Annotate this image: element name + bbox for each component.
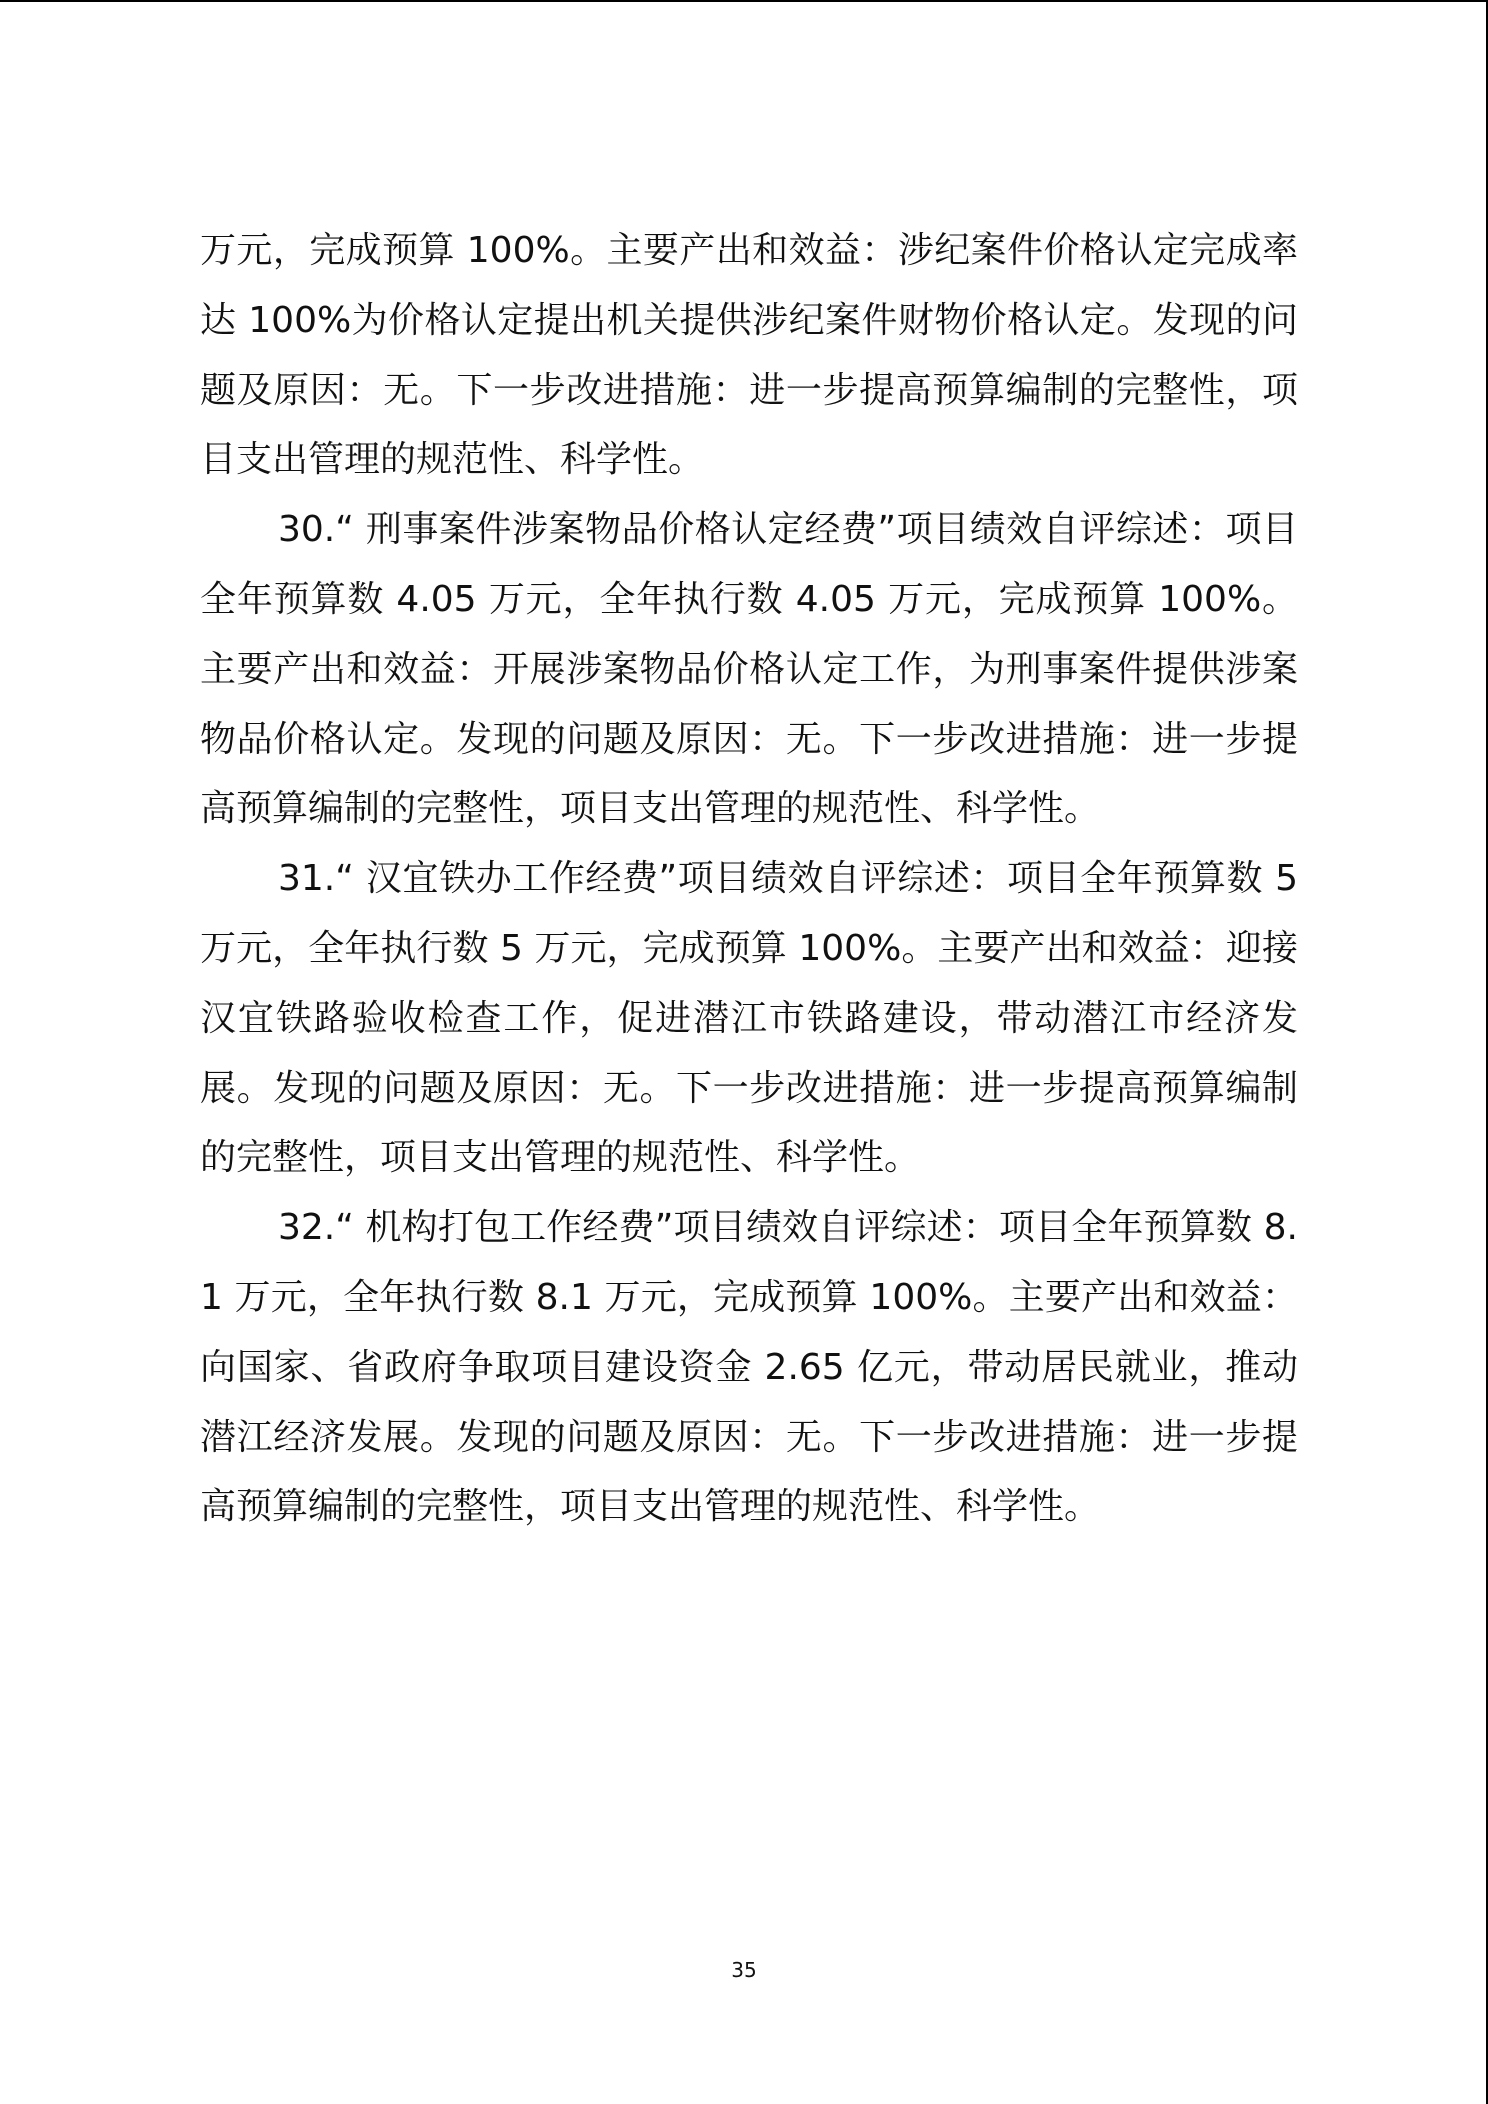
paragraph-31: 31.“ 汉宜铁办工作经费”项目绩效自评综述：项目全年预算数 5 万元，全年执行数 5 万元，完成预算 100%。主要产出和效益：迎接汉宜铁路验收检查工作，促进潜江市铁路建设，带动潜江市经济发展。发现的问题及原因：无。下一步改进措施：进一步提高预算编制的完整性，项目支出管理的规范性、科学性。 bbox=[200, 858, 1298, 1179]
page-number: 35 bbox=[731, 1958, 757, 1982]
paragraph-30: 30.“ 刑事案件涉案物品价格认定经费”项目绩效自评综述：项目全年预算数 4.05 万元，全年执行数 4.05 万元，完成预算 100%。主要产出和效益：开展涉案物品价格认定工作，为刑事案件提供涉案物品价格认定。发现的问题及原因：无。下一步改进措施：进一步提高预算编制的完整性，项目支出管理的规范性、科学性。 bbox=[200, 509, 1298, 830]
body-text bbox=[200, 216, 1298, 1542]
paragraph-32: 32.“ 机构打包工作经费”项目绩效自评综述：项目全年预算数 8.1 万元，全年执行数 8.1 万元，完成预算 100%。主要产出和效益：向国家、省政府争取项目建设资金 2.65 亿元，带动居民就业，推动潜江经济发展。发现的问题及原因：无。下一步改进措施：进一步提高预算编制的完整性，项目支出管理的规范性、科学性。 bbox=[200, 1207, 1298, 1528]
paragraph-29-continuation: 万元，完成预算 100%。主要产出和效益：涉纪案件价格认定完成率达 100%为价格认定提出机关提供涉纪案件财物价格认定。发现的问题及原因：无。下一步改进措施：进一步提高预算编制的完整性，项目支出管理的规范性、科学性。 bbox=[200, 230, 1298, 481]
